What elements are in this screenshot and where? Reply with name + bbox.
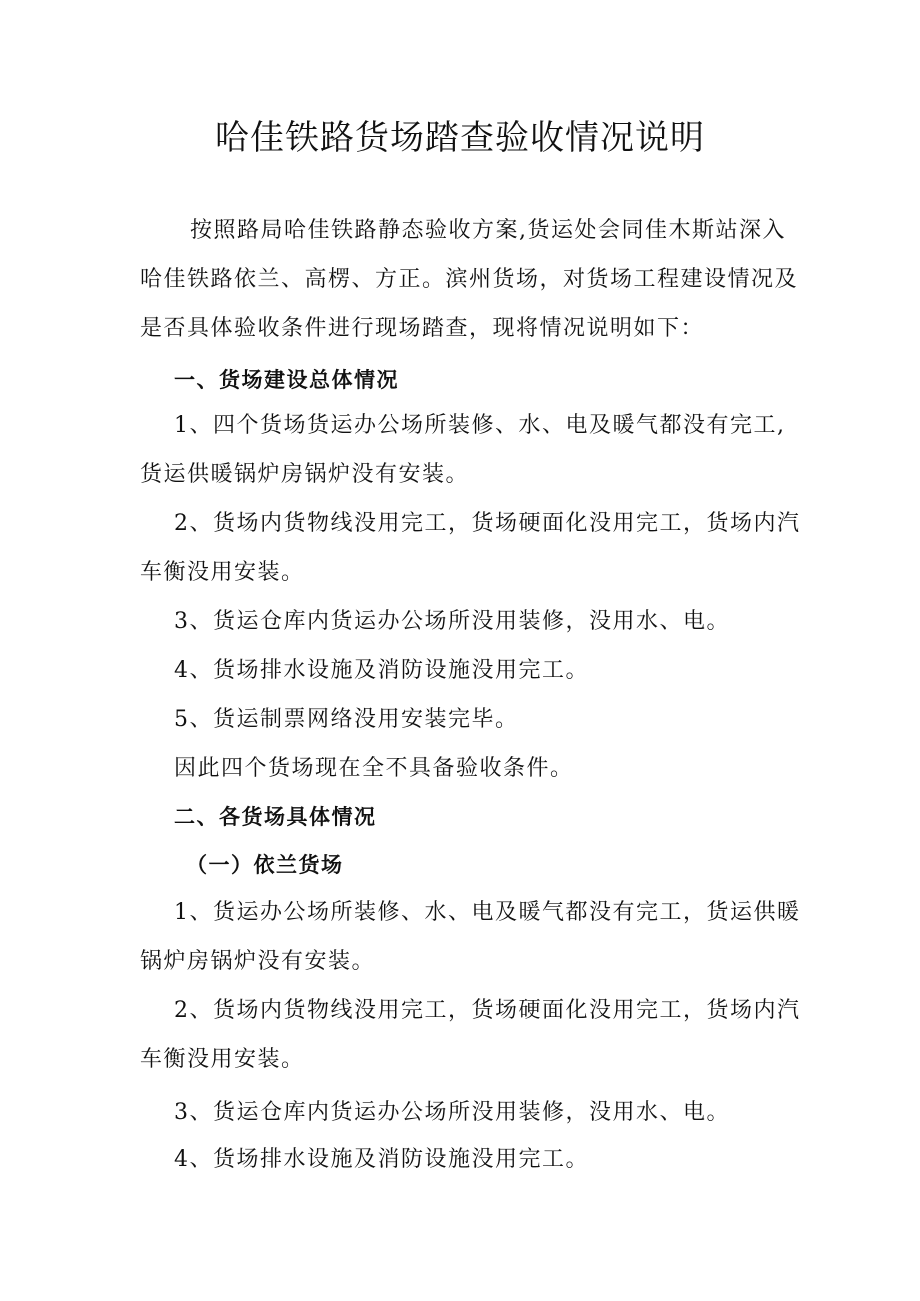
section-2-item-1-line-2: 锅炉房锅炉没有安装。 (140, 949, 376, 974)
section-2-item-1-line-1: 1、货运办公场所装修、水、电及暖气都没有完工，货运供暖 (174, 900, 801, 925)
section-2-subheading: （一）依兰货场 (186, 853, 344, 877)
section-2-item-4: 4、货场排水设施及消防设施没用完工。 (174, 1147, 589, 1172)
section-1-item-4: 4、货场排水设施及消防设施没用完工。 (174, 658, 589, 683)
intro-line-3: 是否具体验收条件进行现场踏查，现将情况说明如下： (140, 316, 705, 341)
section-2-heading: 二、各货场具体情况 (174, 805, 377, 829)
section-1-item-5: 5、货运制票网络没用安装完毕。 (174, 707, 519, 732)
intro-line-2: 哈佳铁路依兰、高楞、方正。滨州货场，对货场工程建设情况及 (140, 267, 799, 292)
section-1-item-1-line-1: 1、四个货场货运办公场所装修、水、电及暖气都没有完工, (174, 413, 786, 438)
document-title: 哈佳铁路货场踏查验收情况说明 (215, 118, 705, 158)
section-2-item-3: 3、货运仓库内货运办公场所没用装修，没用水、电。 (174, 1100, 730, 1125)
section-1-item-1-line-2: 货运供暖锅炉房锅炉没有安装。 (140, 462, 470, 487)
section-2-item-2-line-2: 车衡没用安装。 (140, 1047, 305, 1072)
section-1-heading: 一、货场建设总体情况 (174, 368, 399, 392)
section-2-item-2-line-1: 2、货场内货物线没用完工，货场硬面化没用完工，货场内汽 (174, 998, 801, 1023)
section-1-item-2-line-2: 车衡没用安装。 (140, 560, 305, 585)
section-1-item-3: 3、货运仓库内货运办公场所没用装修，没用水、电。 (174, 609, 730, 634)
section-1-item-2-line-1: 2、货场内货物线没用完工，货场硬面化没用完工，货场内汽 (174, 511, 801, 536)
section-1-conclusion: 因此四个货场现在全不具备验收条件。 (174, 756, 574, 781)
intro-line-1: 按照路局哈佳铁路静态验收方案,货运处会同佳木斯站深入 (190, 218, 786, 243)
